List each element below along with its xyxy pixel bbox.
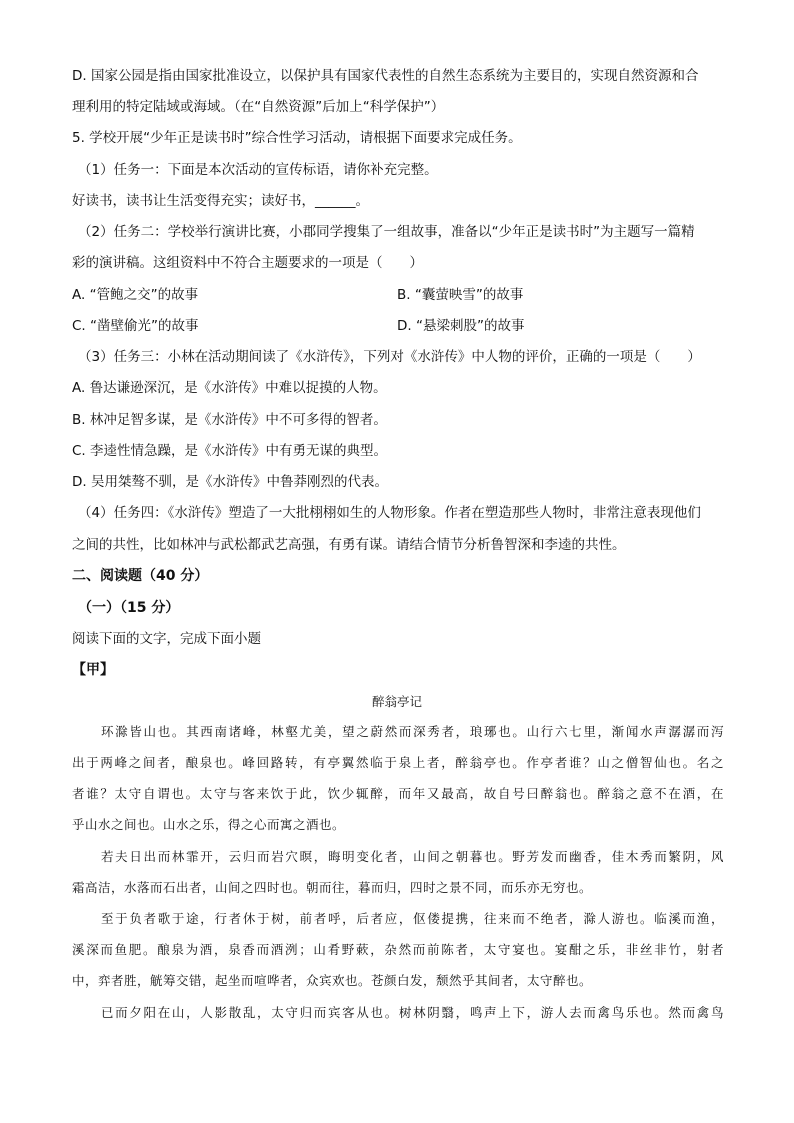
essay-line: 乎山水之间也。山水之乐，得之心而寓之酒也。 <box>72 817 346 832</box>
passage-tag: 【甲】 <box>72 662 114 678</box>
reading-instruction: 阅读下面的文字，完成下面小题 <box>72 631 261 647</box>
task-2-option-b: B. “囊萤映雪”的故事 <box>397 287 524 303</box>
essay-line: 者谁？太守自谓也。太守与客来饮于此，饮少辄醉，而年又最高，故自号曰醉翁也。醉翁之意不在酒，在 <box>72 786 724 801</box>
option-d-line-1: D. 国家公园是指由国家批准设立，以保护具有国家代表性的自然生态系统为主要目的，实现自然资源和合 <box>72 68 699 84</box>
task-3-option-a: A. 鲁达谦逊深沉，是《水浒传》中难以捉摸的人物。 <box>72 380 387 396</box>
essay-line: 中，弈者胜，觥筹交错，起坐而喧哗者，众宾欢也。苍颜白发，颓然乎其间者，太守醉也。 <box>72 973 593 988</box>
task-4-stem-line-1: （4）任务四：《水浒传》塑造了一大批栩栩如生的人物形象。作者在塑造那些人物时，非常注意表现他们 <box>78 505 701 521</box>
task-3-option-c: C. 李逵性情急躁，是《水浒传》中有勇无谋的典型。 <box>72 443 388 459</box>
essay-title: 醉翁亭记 <box>371 694 422 709</box>
task-3-option-b: B. 林冲足智多谋，是《水浒传》中不可多得的智者。 <box>72 412 387 428</box>
task-2-stem-line-2: 彩的演讲稿。这组资料中不符合主题要求的一项是（ ） <box>72 255 423 271</box>
task-2-stem-line-1: （2）任务二：学校举行演讲比赛，小郡同学搜集了一组故事，准备以“少年正是读书时”为主题写一篇精 <box>78 224 695 240</box>
essay-line: 若夫日出而林霏开，云归而岩穴暝，晦明变化者，山间之朝暮也。野芳发而幽香，佳木秀而繁阴，风 <box>101 849 724 864</box>
task-4-stem-line-2: 之间的共性，比如林冲与武松都武艺高强，有勇有谋。请结合情节分析鲁智深和李逵的共性。 <box>72 537 626 553</box>
task-3-option-d: D. 吴用桀骜不驯，是《水浒传》中鲁莽刚烈的代表。 <box>72 474 388 490</box>
essay-line: 溪深而鱼肥。酿泉为酒，泉香而酒洌；山肴野蔌，杂然而前陈者，太守宴也。宴酣之乐，非丝非竹，射者 <box>72 942 724 957</box>
essay-line: 霜高洁，水落而石出者，山间之四时也。朝而往，暮而归，四时之景不同，而乐亦无穷也。 <box>72 880 593 895</box>
option-d-line-2: 理利用的特定陆域或海域。（在“自然资源”后加上“科学保护”） <box>72 99 445 115</box>
task-2-option-a: A. “管鲍之交”的故事 <box>72 287 199 303</box>
task-2-option-c: C. “凿壁偷光”的故事 <box>72 318 199 334</box>
question-5-stem: 5. 学校开展“少年正是读书时”综合性学习活动，请根据下面要求完成任务。 <box>72 130 522 146</box>
task-3-stem: （3）任务三：小林在活动期间读了《水浒传》，下列对《水浒传》中人物的评价，正确的一项是（ ） <box>78 349 701 365</box>
section-heading: 二、阅读题（40 分） <box>72 568 209 584</box>
task-2-option-d: D. “悬梁刺股”的故事 <box>397 318 525 334</box>
task-1-slogan: 好读书，读书让生活变得充实；读好书，______。 <box>72 193 369 209</box>
essay-line: 至于负者歌于途，行者休于树，前者呼，后者应，伛偻提携，往来而不绝者，滁人游也。临溪而渔， <box>101 911 724 926</box>
part-heading: （一）（15 分） <box>78 600 180 616</box>
essay-line: 出于两峰之间者，酿泉也。峰回路转，有亭翼然临于泉上者，醉翁亭也。作亭者谁？山之僧智仙也。名之 <box>72 755 724 770</box>
essay-line: 环滁皆山也。其西南诸峰，林壑尤美，望之蔚然而深秀者，琅琊也。山行六七里，渐闻水声潺潺而泻 <box>101 724 724 739</box>
essay-line: 已而夕阳在山，人影散乱，太守归而宾客从也。树林阴翳，鸣声上下，游人去而禽鸟乐也。然而禽鸟 <box>101 1005 724 1020</box>
task-1-stem: （1）任务一：下面是本次活动的宣传标语，请你补充完整。 <box>78 162 438 178</box>
